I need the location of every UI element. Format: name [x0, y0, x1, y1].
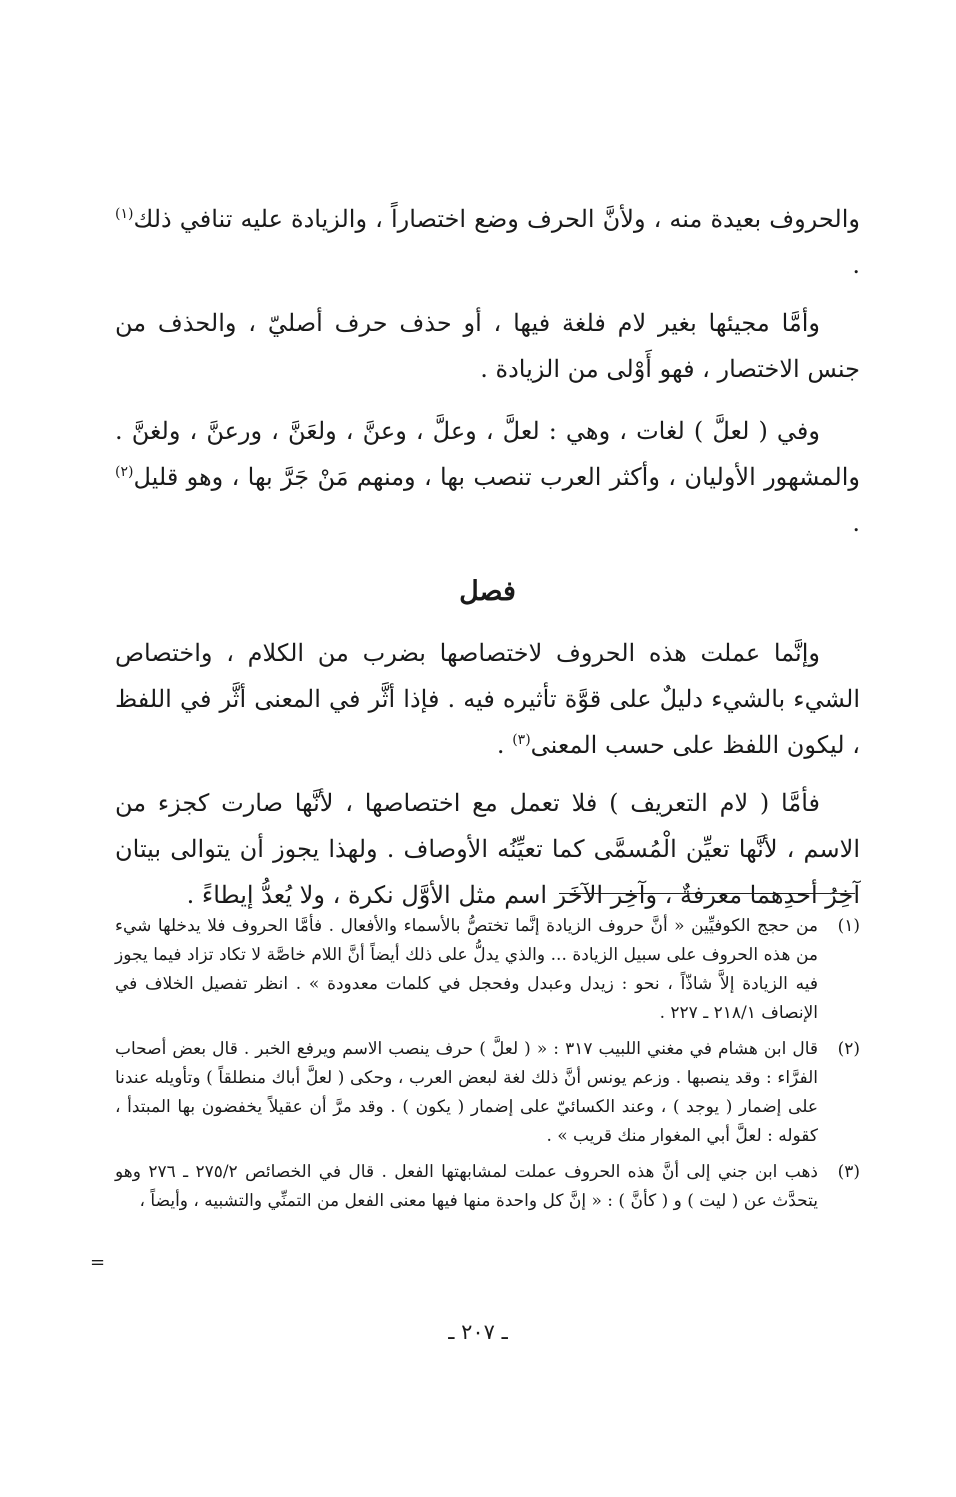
main-text — [115, 196, 860, 918]
footnote-ref-2: (٢) — [115, 464, 134, 480]
paragraph-3-tail: . — [852, 509, 860, 537]
section-title: فصل — [459, 576, 516, 607]
paragraph-2: وأمَّا مجيئها بغير لام فلغة فيها ، أو حذف حرف أصليّ ، والحذف من جنس الاختصار ، فهو أَوْلى من الزيادة . — [115, 309, 860, 383]
footnote-number: (٣) — [837, 1162, 860, 1182]
footnote-number: (١) — [837, 916, 860, 936]
footnote-1 — [115, 912, 860, 1028]
paragraph-4 — [115, 630, 860, 768]
footnote-text: من حجج الكوفيِّين « أنَّ حروف الزيادة إنَّما تختصُّ بالأسماء والأفعال . فأمَّا الحروف فلا يدخلها شيء من هذه الحروف على سبيل الزيادة ... والذي يدلُّ على ذلك أيضاً أنَّ اللام خاصَّة لا تكاد تزاد فيما يجوز فيه الزيادة إلاَّ شاذّاً ، نحو : زيدل وعبدل وفحجل في كلمات معدودة » . انظر تفصيل الخلاف في الإنصاف ٢١٨/١ ـ ٢٢٧ . — [115, 916, 818, 1023]
page-number: ـ ٢٠٧ ـ — [448, 1320, 508, 1344]
footnote-divider — [559, 893, 855, 894]
paragraph-1-text: والحروف بعيدة منه ، ولأنَّ الحرف وضع اختصاراً ، والزيادة عليه تنافي ذلك — [133, 205, 860, 233]
paragraph-3-text: وفي ( لعلَّ ) لغات ، وهي : لعلَّ ، وعلَّ ، وعنَّ ، ولعَنَّ ، ورعنَّ ، ولغنَّ . والمشهور الأوليان ، وأكثر العرب تنصب بها ، ومنهم مَنْ جَرَّ بها ، وهو قليل — [115, 417, 860, 491]
footnote-text: قال ابن هشام في مغني اللبيب ٣١٧ : « ( لعلَّ ) حرف ينصب الاسم ويرفع الخبر . قال بعض أصحاب الفرَّاء : وقد ينصبها . وزعم يونس أنَّ ذلك لغة لبعض العرب ، وحكى ( لعلَّ أباك منطلقاً ) وتأويله عندنا على إضمار ( يوجد ) ، وعند الكسائيّ على إضمار ( يكون ) . وقد مرَّ أن عقيلاً يخفضون بها المبتدأ ، كقوله : لعلَّ أبي المغوار منك قريب » . — [115, 1039, 819, 1146]
paragraph-1-tail: . — [852, 251, 860, 279]
footnote-ref-1: (١) — [115, 206, 134, 222]
footnote-2 — [115, 1035, 860, 1151]
footnote-ref-3: (٣) — [512, 732, 531, 748]
footnotes — [115, 912, 860, 1223]
paragraph-4-text: وإنَّما عملت هذه الحروف لاختصاصها بضرب من الكلام ، واختصاص الشيء بالشيء دليلٌ على قوَّة تأثيره فيه . فإذا أثَّر في المعنى أثَّر في اللفظ ، ليكون اللفظ على حسب المعنى — [115, 639, 860, 759]
paragraph-5: فأمَّا ( لام التعريف ) فلا تعمل مع اختصاصها ، لأنَّها صارت كجزء من الاسم ، لأنَّها تعيِّن الْمُسمَّى كما تعيِّنُه الأوصاف . ولهذا يجوز أن يتوالى بيتان آخِرُ أحدِهما معرفةٌ ، وآخِر الآخَر اسم مثل الأوَّل نكرة ، ولا يُعدُّ إيطاءً . — [115, 789, 860, 909]
footnote-text: ذهب ابن جني إلى أنَّ هذه الحروف عملت لمشابهتها الفعل . قال في الخصائص ٢٧٥/٢ ـ ٢٧٦ وهو يتحدَّث عن ( ليت ) و ( كأنَّ ) : « إنَّ كل واحدة منها فيها معنى الفعل من التمنِّي والتشبيه ، وأيضاً ، — [115, 1162, 818, 1211]
footnote-number: (٢) — [837, 1039, 860, 1059]
paragraph-3 — [115, 408, 860, 546]
continuation-mark: = — [90, 1252, 106, 1273]
paragraph-4-tail: . — [496, 731, 513, 759]
paragraph-1 — [115, 196, 860, 288]
footnote-3 — [115, 1158, 860, 1216]
